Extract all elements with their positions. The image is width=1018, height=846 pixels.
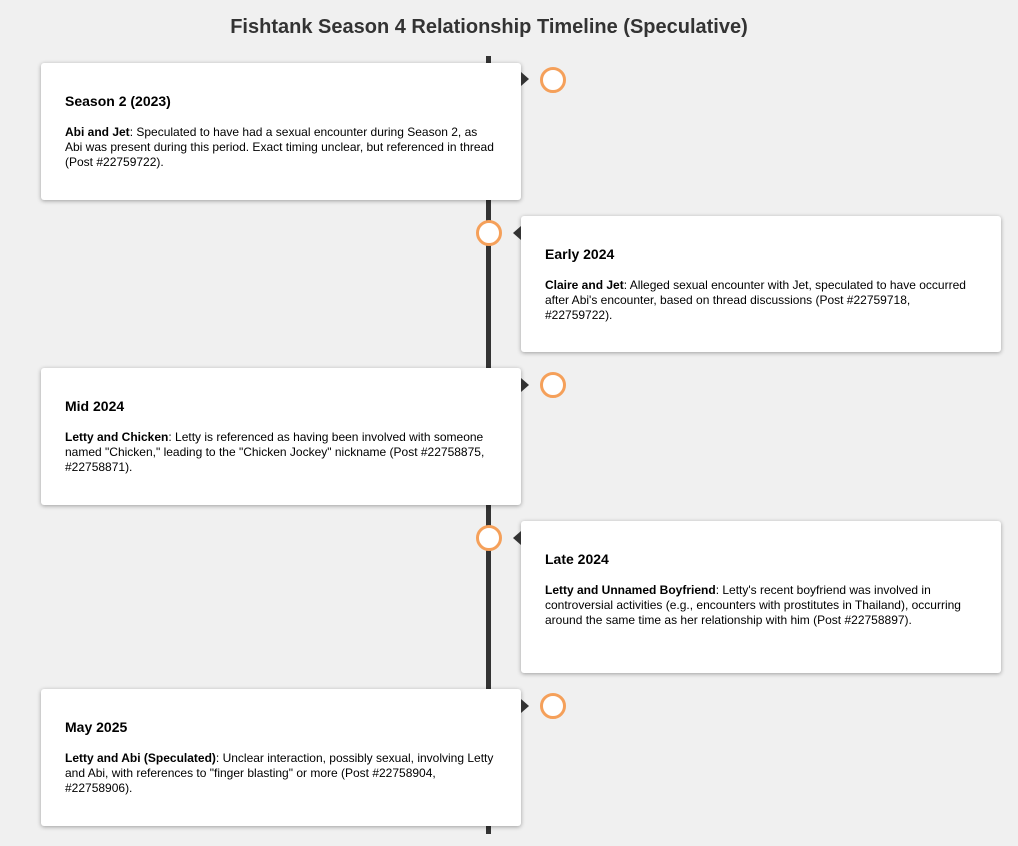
event-description: : Alleged sexual encounter with Jet, speculated to have occurred after Abi's encounter, based on thread discussions (Post #22759718, #22759722). — [545, 278, 966, 322]
timeline-event-card — [521, 216, 1001, 352]
event-date: May 2025 — [65, 719, 128, 735]
connector-arrow — [513, 226, 521, 240]
connector-arrow — [521, 378, 529, 392]
event-date: Season 2 (2023) — [65, 93, 171, 109]
event-date: Early 2024 — [545, 246, 615, 262]
event-text — [545, 278, 977, 323]
event-description: : Letty's recent boyfriend was involved in controversial activities (e.g., encounters with prostitutes in Thailand), occurring around the same time as her relationship with him (Post #22758897). — [545, 583, 961, 627]
timeline-event-card — [41, 63, 521, 200]
timeline-marker — [540, 693, 566, 719]
timeline-marker — [476, 525, 502, 551]
event-description: : Speculated to have had a sexual encounter during Season 2, as Abi was present during this period. Exact timing unclear, but referenced in thread (Post #22759722). — [65, 125, 494, 169]
event-description: : Letty is referenced as having been involved with someone named "Chicken," leading to the "Chicken Jockey" nickname (Post #22758875, #22758871). — [65, 430, 485, 474]
event-subject: Abi and Jet — [65, 125, 130, 139]
connector-arrow — [521, 699, 529, 713]
timeline-marker — [540, 372, 566, 398]
event-subject: Claire and Jet — [545, 278, 624, 292]
connector-arrow — [521, 72, 529, 86]
event-subject: Letty and Abi (Speculated) — [65, 751, 216, 765]
timeline-event-card — [41, 689, 521, 826]
event-text — [65, 430, 497, 475]
event-text — [65, 751, 497, 796]
connector-arrow — [513, 531, 521, 545]
event-text — [545, 583, 977, 628]
event-subject: Letty and Chicken — [65, 430, 169, 444]
page-title: Fishtank Season 4 Relationship Timeline (Speculative) — [230, 16, 748, 38]
timeline-marker — [476, 220, 502, 246]
event-date: Late 2024 — [545, 551, 609, 567]
timeline-event-card — [41, 368, 521, 505]
event-subject: Letty and Unnamed Boyfriend — [545, 583, 716, 597]
event-text — [65, 125, 497, 170]
timeline-event-card — [521, 521, 1001, 673]
event-description: : Unclear interaction, possibly sexual, involving Letty and Abi, with references to "finger blasting" or more (Post #22758904, #22758906). — [65, 751, 494, 795]
timeline-marker — [540, 67, 566, 93]
event-date: Mid 2024 — [65, 398, 125, 414]
